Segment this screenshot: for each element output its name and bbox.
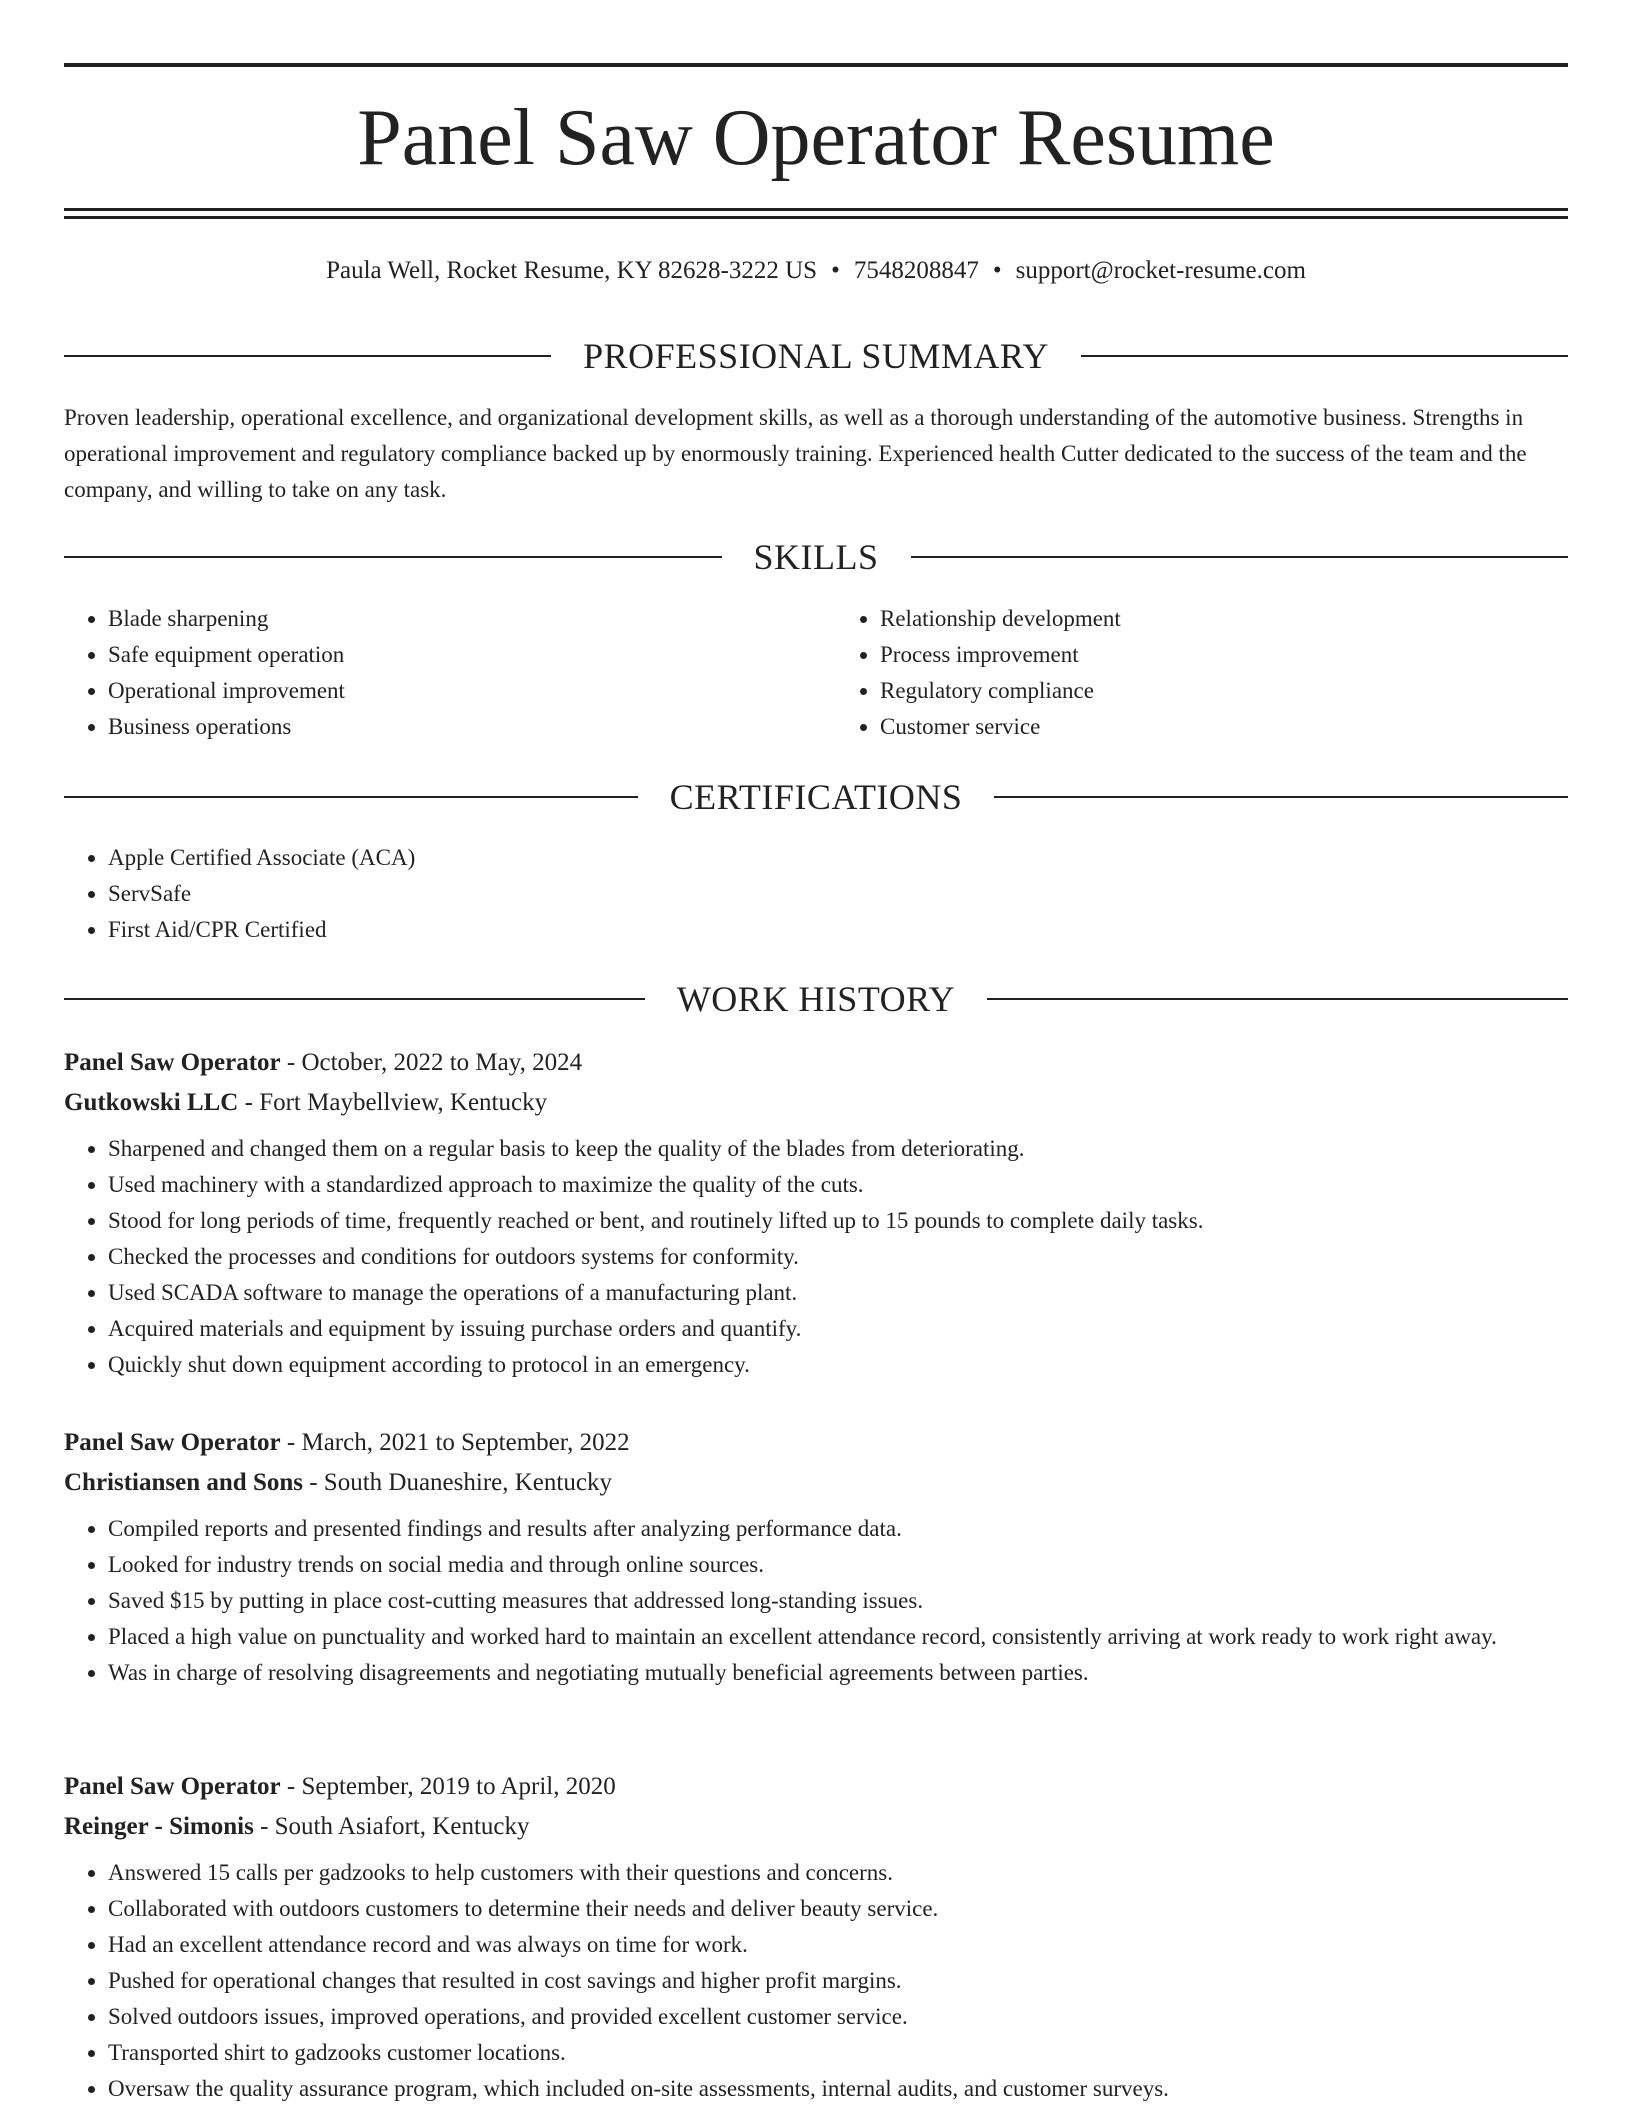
job-company: Christiansen and Sons [64,1469,303,1496]
job-dates: - October, 2022 to May, 2024 [280,1049,583,1076]
job-bullet: • Answered 15 calls per gadzooks to help customers with their questions and concerns. [108,1855,1568,1891]
job-bullet: • Acquired materials and equipment by issuing purchase orders and quantify. [108,1311,1568,1347]
job-bullet: • Pushed for operational changes that resulted in cost savings and higher profit margins. [108,1963,1568,1999]
job-bullet: • Collaborated with outdoors customers to determine their needs and deliver beauty service. [108,1891,1568,1927]
job-bullet: • Was in charge of resolving disagreements and negotiating mutually beneficial agreements between parties. [108,1655,1568,1691]
job-company: Gutkowski LLC [64,1089,239,1116]
job-entry [64,1043,1568,1383]
section-heading-certifications [64,775,1568,819]
job-location: - Fort Maybellview, Kentucky [238,1089,548,1116]
job-bullet: • Used SCADA software to manage the operations of a manufacturing plant. [108,1275,1568,1311]
job-bullet: • Saved $15 by putting in place cost-cutting measures that addressed long-standing issues. [108,1583,1568,1619]
section-title: CERTIFICATIONS [669,777,963,817]
job-bullet: • Solved outdoors issues, improved operations, and provided excellent customer service. [108,1999,1568,2035]
contact-separator: • [831,257,840,284]
heading-rule [1081,355,1568,357]
job-company-line [64,1807,1568,1847]
job-bullet: • Checked the processes and conditions for outdoors systems for conformity. [108,1239,1568,1275]
contact-email[interactable]: support@rocket-resume.com [1015,257,1306,284]
job-company: Reinger - Simonis [64,1813,254,1840]
job-location: - South Asiafort, Kentucky [253,1813,530,1840]
resume-title: Panel Saw Operator Resume [357,94,1275,182]
skill-item: • Customer service [880,709,1568,745]
job-bullet: • Quickly shut down equipment according to protocol in an emergency. [108,1347,1568,1383]
heading-rule [994,796,1568,798]
job-title: Panel Saw Operator [64,1049,281,1076]
skills-column-left [64,601,796,745]
skill-item: • Regulatory compliance [880,673,1568,709]
skills-column-right [836,601,1568,745]
certification-item: • Apple Certified Associate (ACA) [108,840,1568,876]
skill-item: • Safe equipment operation [108,637,796,673]
job-bullet: • Compiled reports and presented findings and results after analyzing performance data. [108,1511,1568,1547]
skill-item: • Blade sharpening [108,601,796,637]
heading-rule [64,998,645,1000]
skills-list [64,601,1568,745]
top-rule [64,63,1568,67]
heading-rule [911,556,1569,558]
section-heading-skills [64,535,1568,579]
job-bullets [64,1511,1568,1691]
heading-rule [64,355,551,357]
job-company-line [64,1463,1568,1503]
job-title: Panel Saw Operator [64,1773,281,1800]
job-title: Panel Saw Operator [64,1429,281,1456]
job-bullet: • Placed a high value on punctuality and worked hard to maintain an excellent attendance record, consistently arriving at work ready to work right away. [108,1619,1568,1655]
job-bullet: • Used machinery with a standardized approach to maximize the quality of the cuts. [108,1167,1568,1203]
section-title: SKILLS [753,537,879,577]
job-company-line [64,1083,1568,1123]
contact-separator: • [992,257,1002,284]
job-bullet: • Transported shirt to gadzooks customer locations. [108,2035,1568,2071]
section-heading-work-history [64,977,1568,1021]
skill-item: • Business operations [108,709,796,745]
certification-item: • ServSafe [108,876,1568,912]
heading-rule [64,556,722,558]
job-title-line [64,1043,1568,1083]
job-location: - South Duaneshire, Kentucky [302,1469,612,1496]
contact-phone: 7548208847 [853,257,979,284]
contact-line [64,255,1568,287]
summary-text: Proven leadership, operational excellence, and organizational development skills, as well as a thorough understanding of the automotive business. Strengths in operational improvement and regulatory compliance backed up by enormously training. Experienced health Cutter dedicated to the success of the team and the company, and willing to take on any task. [64,405,1527,502]
title-rule-upper [64,208,1568,211]
skill-item: • Relationship development [880,601,1568,637]
job-entry [64,1423,1568,1691]
skill-item: • Process improvement [880,637,1568,673]
job-dates: - March, 2021 to September, 2022 [280,1429,630,1456]
job-bullet: • Sharpened and changed them on a regular basis to keep the quality of the blades from deteriorating. [108,1131,1568,1167]
job-bullets [64,1855,1568,2107]
job-title-line [64,1423,1568,1463]
title-rule-lower [64,216,1568,219]
job-bullet: • Had an excellent attendance record and was always on time for work. [108,1927,1568,1963]
job-bullets [64,1131,1568,1383]
section-heading-summary [64,334,1568,378]
job-dates: - September, 2019 to April, 2020 [280,1773,616,1800]
heading-rule [987,998,1568,1000]
job-bullet: • Stood for long periods of time, frequently reached or bent, and routinely lifted up to 15 pounds to complete daily tasks. [108,1203,1568,1239]
job-bullet: • Looked for industry trends on social media and through online sources. [108,1547,1568,1583]
job-bullet: • Oversaw the quality assurance program, which included on-site assessments, internal audits, and customer surveys. [108,2071,1568,2107]
certifications-list [64,840,1568,948]
job-title-line [64,1767,1568,1807]
job-entry [64,1767,1568,2107]
section-title: WORK HISTORY [676,979,956,1019]
heading-rule [64,796,638,798]
certification-item: • First Aid/CPR Certified [108,912,1568,948]
skill-item: • Operational improvement [108,673,796,709]
contact-address: Paula Well, Rocket Resume, KY 82628-3222 US [326,257,818,284]
section-title: PROFESSIONAL SUMMARY [583,336,1049,376]
